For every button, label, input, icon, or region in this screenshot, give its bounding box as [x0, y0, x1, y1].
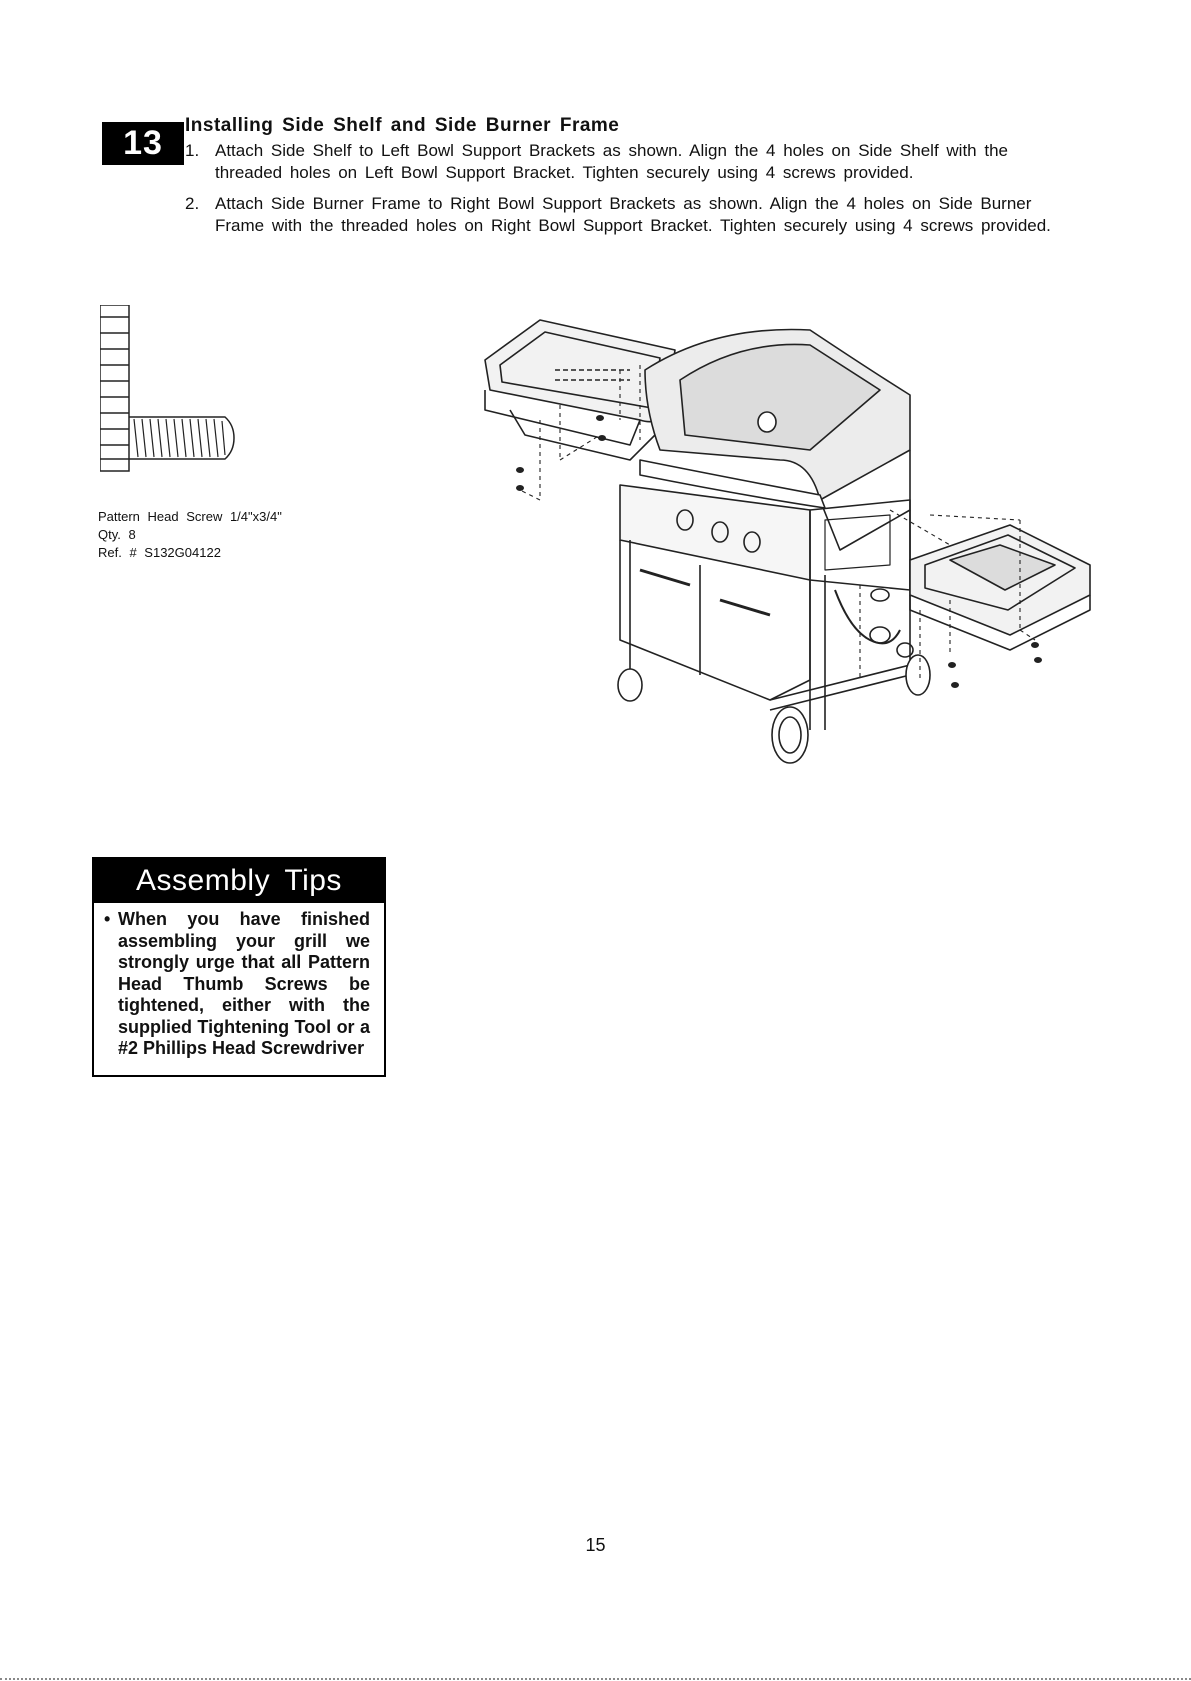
instruction-number: 1.	[185, 141, 200, 160]
screw-illustration	[100, 305, 240, 475]
page-bottom-rule	[0, 1678, 1191, 1680]
bullet: •	[104, 909, 111, 929]
screw-qty: Qty. 8	[98, 527, 136, 542]
instruction-number: 2.	[185, 194, 200, 213]
side-burner-frame	[871, 525, 1090, 650]
screw-ref: Ref. # S132G04122	[98, 545, 221, 560]
instruction-item	[185, 193, 1080, 236]
instruction-text: Attach Side Burner Frame to Right Bowl Support Brackets as shown. Align the 4 holes on Side Burner Frame with the threaded holes on Right Bowl Support Bracket. Tighten securely using 4 screws provided.	[215, 194, 1051, 235]
instruction-text: Attach Side Shelf to Left Bowl Support Brackets as shown. Align the 4 holes on Side Shelf with the threaded holes on Left Bowl Support Bracket. Tighten securely using 4 screws provided.	[215, 141, 1008, 182]
page-number: 15	[585, 1535, 606, 1555]
assembly-tip-text: When you have finished assembling your grill we strongly urge that all Pattern Head Thumb Screws be tightened, either with the supplied Tightening Tool or a #2 Phillips Head Screwdriver	[118, 909, 370, 1058]
grill-assembly-illustration	[480, 310, 1100, 810]
instruction-list	[185, 140, 1080, 246]
assembly-tips-box	[92, 857, 386, 1077]
assembly-tips-header: Assembly Tips	[94, 859, 384, 903]
step-title: Installing Side Shelf and Side Burner Frame	[185, 115, 620, 136]
assembly-tips-body	[94, 903, 384, 1060]
step-number-badge: 13	[102, 122, 184, 165]
instruction-item	[185, 140, 1080, 183]
screw-name: Pattern Head Screw 1/4"x3/4"	[98, 509, 282, 524]
screw-spec	[98, 508, 282, 562]
